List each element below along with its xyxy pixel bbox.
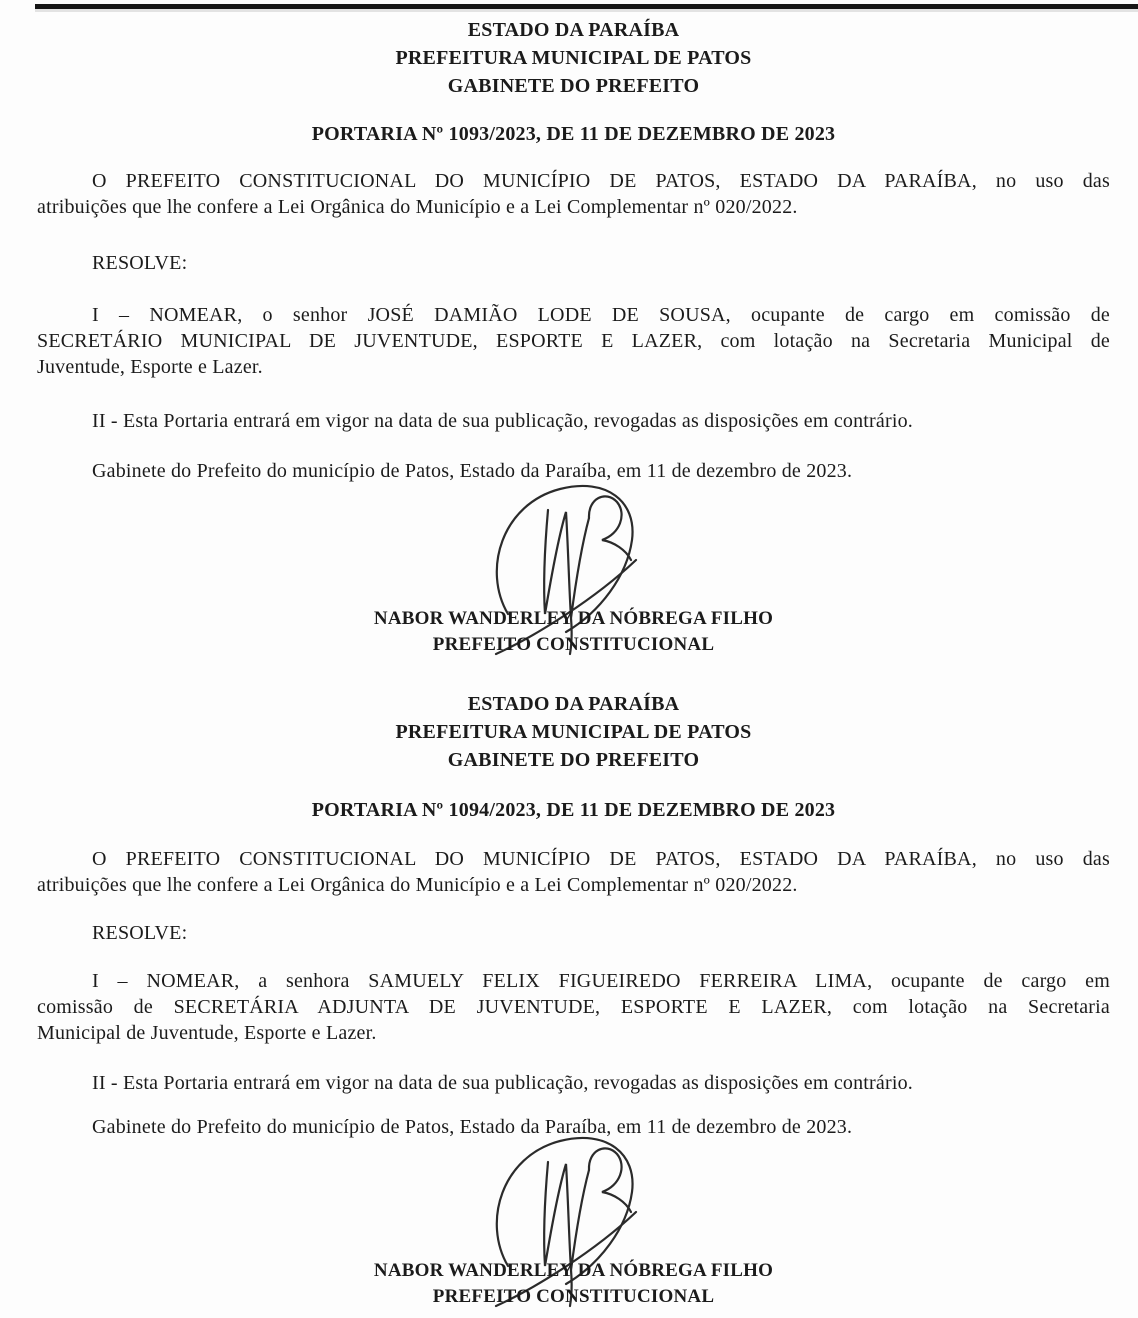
signatory-title: PREFEITO CONSTITUCIONAL <box>432 1286 715 1307</box>
org-header <box>37 16 1110 100</box>
signature-block <box>37 1140 1110 1310</box>
signature-block <box>37 488 1110 658</box>
text-line: comissão de SECRETÁRIA ADJUNTA DE JUVENTUDE, ESPORTE E LAZER, com lotação na Secretaria <box>37 996 1110 1018</box>
text-line: Juventude, Esporte e Lazer. <box>37 356 263 378</box>
org-header-line: GABINETE DO PREFEITO <box>447 749 700 771</box>
portaria-1094-section <box>37 690 1110 1310</box>
text-line: atribuições que lhe confere a Lei Orgânica do Município e a Lei Complementar nº 020/2022. <box>37 874 798 896</box>
preamble-paragraph <box>37 168 1110 220</box>
text-line: I – NOMEAR, a senhora SAMUELY FELIX FIGUEIREDO FERREIRA LIMA, ocupante de cargo em <box>92 970 1110 992</box>
org-header-line: PREFEITURA MUNICIPAL DE PATOS <box>395 721 752 743</box>
org-header <box>37 690 1110 774</box>
signatory-name: NABOR WANDERLEY DA NÓBREGA FILHO <box>373 1260 774 1281</box>
closing-paragraph: Gabinete do Prefeito do município de Patos, Estado da Paraíba, em 11 de dezembro de 2023. <box>92 460 853 482</box>
page-content <box>37 0 1110 1310</box>
org-header-line: ESTADO DA PARAÍBA <box>467 19 680 41</box>
item-ii-paragraph: II - Esta Portaria entrará em vigor na data de sua publicação, revogadas as disposições em contrário. <box>92 1072 914 1094</box>
item-ii-paragraph: II - Esta Portaria entrará em vigor na data de sua publicação, revogadas as disposições em contrário. <box>92 410 914 432</box>
resolve-label: RESOLVE: <box>92 922 188 944</box>
text-line: atribuições que lhe confere a Lei Orgânica do Município e a Lei Complementar nº 020/2022. <box>37 196 798 218</box>
portaria-title: PORTARIA Nº 1093/2023, DE 11 DE DEZEMBRO DE 2023 <box>311 123 836 145</box>
closing-paragraph: Gabinete do Prefeito do município de Patos, Estado da Paraíba, em 11 de dezembro de 2023. <box>92 1116 853 1138</box>
resolve-label: RESOLVE: <box>92 252 188 274</box>
signature-caption <box>37 1258 1110 1310</box>
text-line: I – NOMEAR, o senhor JOSÉ DAMIÃO LODE DE SOUSA, ocupante de cargo em comissão de <box>92 304 1110 326</box>
text-line: O PREFEITO CONSTITUCIONAL DO MUNICÍPIO DE PATOS, ESTADO DA PARAÍBA, no uso das <box>92 170 1110 192</box>
item-i-paragraph <box>37 968 1110 1046</box>
text-line: SECRETÁRIO MUNICIPAL DE JUVENTUDE, ESPORTE E LAZER, com lotação na Secretaria Municipal de <box>37 330 1110 352</box>
org-header-line: ESTADO DA PARAÍBA <box>467 693 680 715</box>
signatory-name: NABOR WANDERLEY DA NÓBREGA FILHO <box>373 608 774 629</box>
item-i-paragraph <box>37 302 1110 380</box>
text-line: Municipal de Juventude, Esporte e Lazer. <box>37 1022 377 1044</box>
portaria-1093-section <box>37 16 1110 658</box>
signatory-title: PREFEITO CONSTITUCIONAL <box>432 634 715 655</box>
signature-caption <box>37 606 1110 658</box>
preamble-paragraph <box>37 846 1110 898</box>
org-header-line: PREFEITURA MUNICIPAL DE PATOS <box>395 47 752 69</box>
org-header-line: GABINETE DO PREFEITO <box>447 75 700 97</box>
portaria-title: PORTARIA Nº 1094/2023, DE 11 DE DEZEMBRO DE 2023 <box>311 799 836 821</box>
text-line: O PREFEITO CONSTITUCIONAL DO MUNICÍPIO DE PATOS, ESTADO DA PARAÍBA, no uso das <box>92 848 1110 870</box>
